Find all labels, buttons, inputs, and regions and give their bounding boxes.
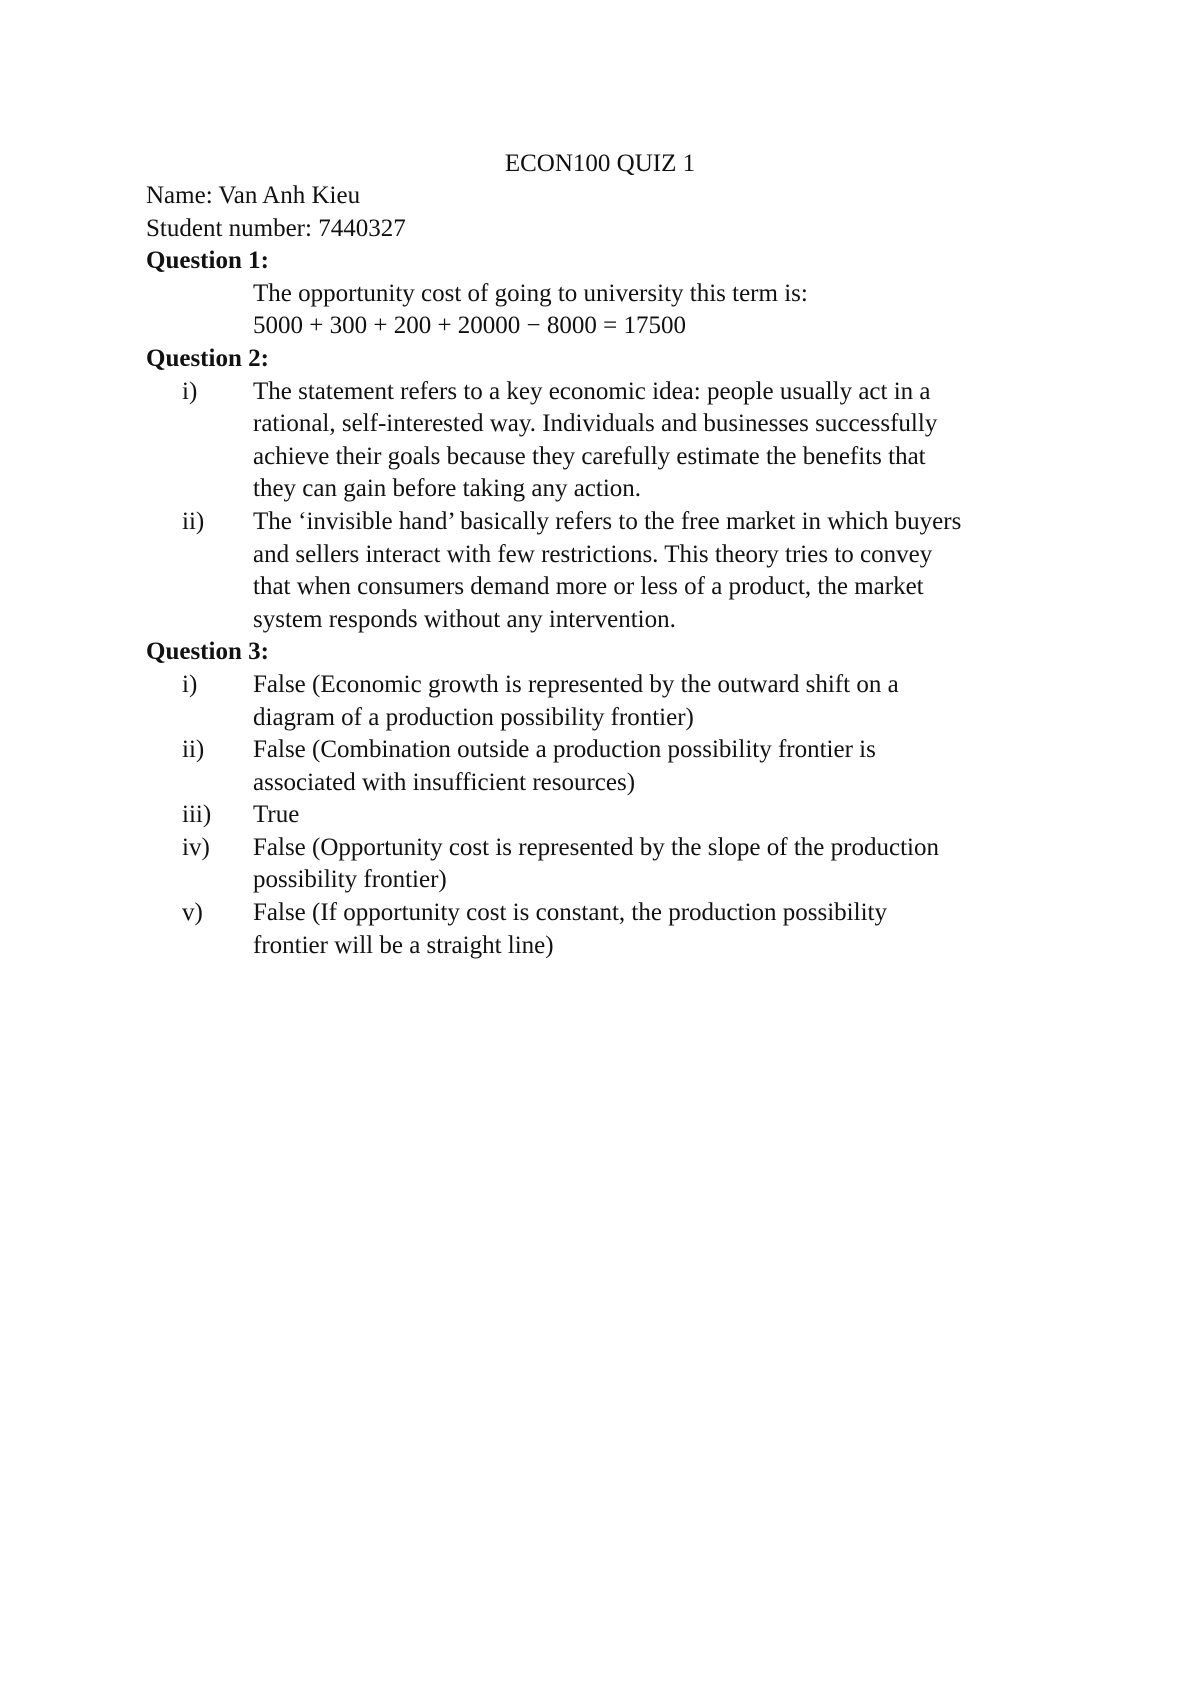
- question-1-answer-line: The opportunity cost of going to university this term is:: [253, 279, 808, 307]
- item-text: [253, 799, 1086, 832]
- item-text-line: False (If opportunity cost is constant, the production possibility: [253, 899, 887, 927]
- item-text-line: they can gain before taking any action.: [253, 475, 642, 503]
- item-text: [253, 832, 1086, 897]
- item-number: i): [182, 377, 198, 405]
- question-2-item: [146, 506, 1086, 636]
- question-3-heading: Question 3:: [146, 638, 269, 666]
- item-number: ii): [182, 507, 205, 535]
- item-text-line: rational, self-interested way. Individuals and businesses successfully: [253, 410, 938, 438]
- item-number: ii): [182, 736, 205, 764]
- item-text-line: The statement refers to a key economic idea: people usually act in a: [253, 377, 931, 405]
- item-text-line: True: [253, 801, 300, 829]
- question-3-item: [146, 669, 1086, 734]
- question-3-item: [146, 734, 1086, 799]
- item-text-line: associated with insufficient resources): [253, 768, 636, 796]
- question-3-item: [146, 897, 1086, 962]
- question-3-item: [146, 799, 1086, 832]
- item-text-line: possibility frontier): [253, 866, 447, 894]
- question-1-heading: Question 1:: [146, 247, 269, 275]
- item-number: v): [182, 899, 203, 927]
- item-text: [253, 506, 1086, 636]
- question-3-item: [146, 832, 1086, 897]
- item-text: [253, 734, 1086, 799]
- item-number: iv): [182, 833, 210, 861]
- document-body: [146, 180, 1086, 962]
- item-text: [253, 376, 1086, 506]
- item-text: [253, 669, 1086, 734]
- item-text: [253, 897, 1086, 962]
- item-text-line: and sellers interact with few restrictions. This theory tries to convey: [253, 540, 933, 568]
- question-2-heading: Question 2:: [146, 344, 269, 372]
- item-text-line: system responds without any intervention.: [253, 605, 676, 633]
- item-text-line: frontier will be a straight line): [253, 931, 554, 959]
- item-text-line: that when consumers demand more or less of a product, the market: [253, 573, 924, 601]
- item-number: iii): [182, 801, 212, 829]
- item-number: i): [182, 670, 198, 698]
- document-title: ECON100 QUIZ 1: [504, 150, 696, 177]
- question-1-equation: 5000 + 300 + 200 + 20000 − 8000 = 17500: [253, 312, 686, 340]
- item-text-line: The ‘invisible hand’ basically refers to the free market in which buyers: [253, 507, 962, 535]
- item-text-line: achieve their goals because they carefully estimate the benefits that: [253, 442, 926, 470]
- item-text-line: False (Combination outside a production possibility frontier is: [253, 736, 876, 764]
- question-2-item: [146, 376, 1086, 506]
- item-text-line: False (Opportunity cost is represented by the slope of the production: [253, 833, 939, 861]
- student-number-line: Student number: 7440327: [146, 214, 406, 242]
- name-line: Name: Van Anh Kieu: [146, 182, 361, 209]
- item-text-line: False (Economic growth is represented by the outward shift on a: [253, 670, 899, 698]
- item-text-line: diagram of a production possibility frontier): [253, 703, 694, 731]
